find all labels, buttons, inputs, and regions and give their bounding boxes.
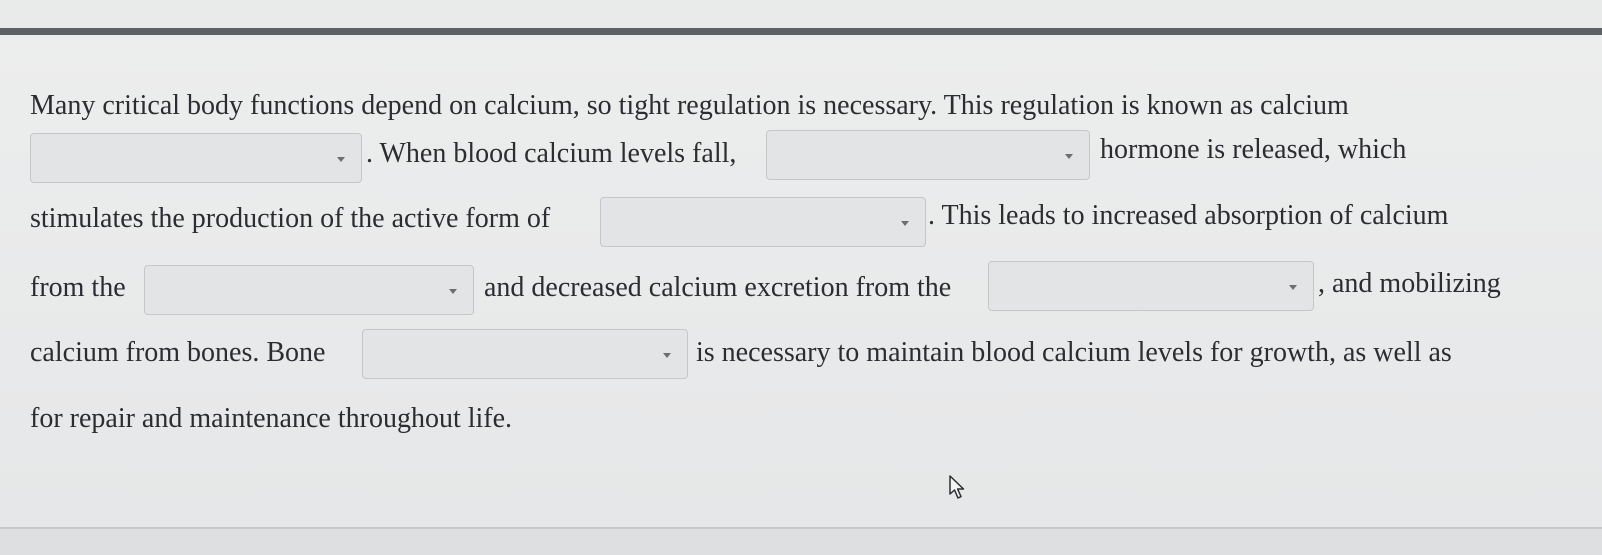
dropdown-homeostasis-term[interactable] [30, 133, 362, 183]
dropdown-hormone[interactable] [766, 130, 1090, 180]
passage-text: calcium from bones. Bone [30, 337, 326, 368]
dropdown-absorption-site[interactable] [144, 265, 474, 315]
passage-text: is necessary to maintain blood calcium levels for growth, as well as [696, 337, 1452, 368]
chevron-down-icon [449, 289, 457, 294]
chevron-down-icon [663, 353, 671, 358]
dropdown-excretion-organ[interactable] [988, 261, 1314, 311]
passage-text: and decreased calcium excretion from the [484, 272, 952, 303]
passage-text: stimulates the production of the active form of [30, 203, 551, 234]
chevron-down-icon [901, 221, 909, 226]
passage-text: for repair and maintenance throughout life. [30, 403, 513, 434]
bottom-strip [0, 529, 1602, 555]
passage-text: . When blood calcium levels fall, [366, 138, 737, 169]
passage-text: , and mobilizing [1318, 268, 1501, 299]
chevron-down-icon [1289, 285, 1297, 290]
dropdown-bone-process[interactable] [362, 329, 688, 379]
top-divider [0, 28, 1602, 35]
top-strip [0, 0, 1602, 28]
passage-text: Many critical body functions depend on calcium, so tight regulation is necessary. This regulation is known as calcium [30, 90, 1349, 121]
passage-text: from the [30, 272, 126, 303]
passage-text: . This leads to increased absorption of calcium [928, 200, 1449, 231]
chevron-down-icon [1065, 154, 1073, 159]
passage-text: hormone is released, which [1100, 134, 1407, 165]
dropdown-active-form[interactable] [600, 197, 926, 247]
chevron-down-icon [337, 157, 345, 162]
mouse-pointer-icon [948, 474, 968, 502]
